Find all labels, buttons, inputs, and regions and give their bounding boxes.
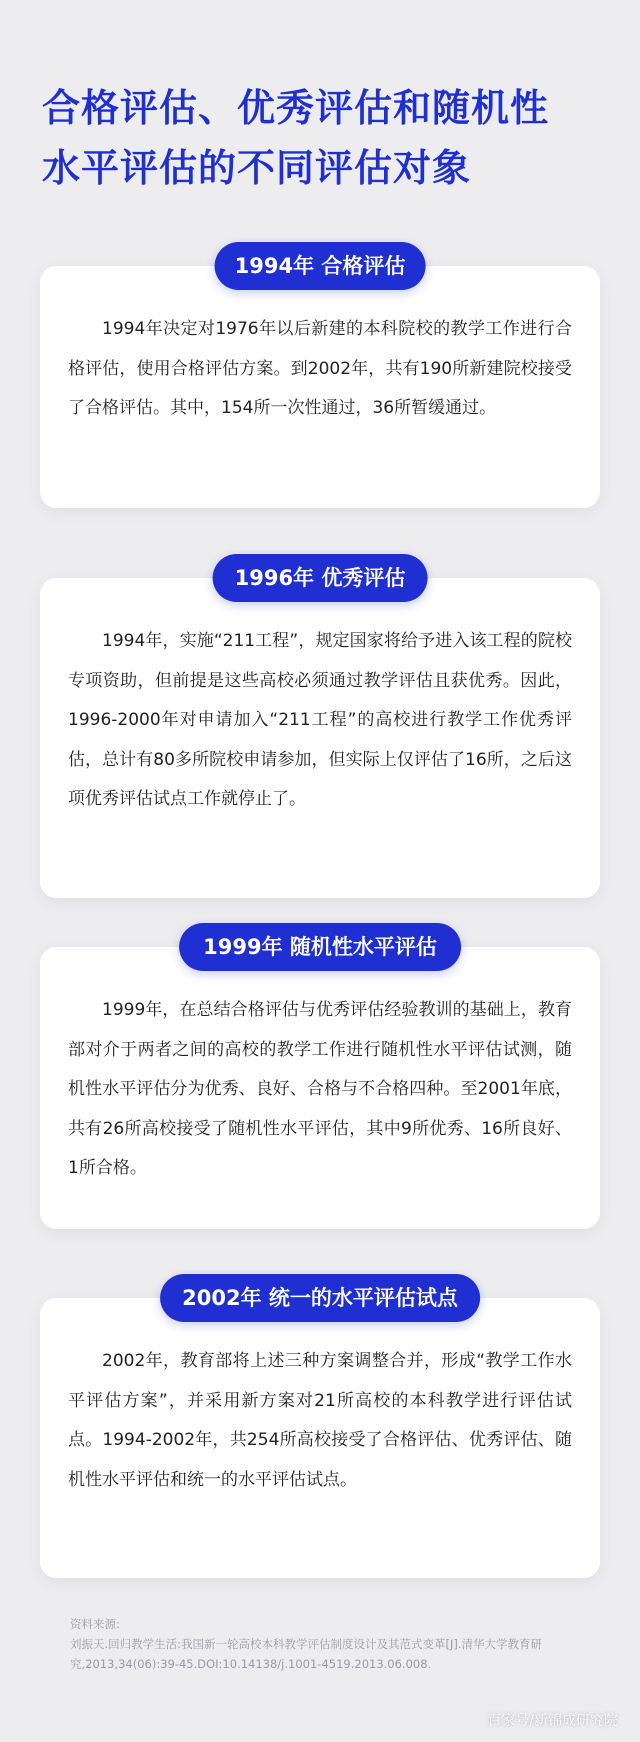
section-body-1999: 1999年，在总结合格评估与优秀评估经验教训的基础上，教育部对介于两者之间的高校的教学工作进行随机性水平评估试测，随机性水平评估分为优秀、良好、合格与不合格四种。至2001年底，共有26所高校接受了随机性水平评估，其中9所优秀、16所良好、1所合格。 xyxy=(68,1000,572,1178)
section-body-1994: 1994年决定对1976年以后新建的本科院校的教学工作进行合格评估，使用合格评估方案。到2002年，共有190所新建院校接受了合格评估。其中，154所一次性通过，36所暂缓通过。 xyxy=(68,319,572,418)
watermark: 百家号/新锦成研究院 xyxy=(487,1713,618,1729)
source-note xyxy=(70,1614,590,1674)
section-heading-1994: 1994年 合格评估 xyxy=(215,242,426,290)
section-heading-1999: 1999年 随机性水平评估 xyxy=(179,923,461,971)
page-title xyxy=(42,78,612,198)
section-card-1996 xyxy=(40,566,600,898)
section-heading-2002: 2002年 统一的水平评估试点 xyxy=(160,1274,480,1322)
section-card-2002 xyxy=(40,1286,600,1578)
page-title-line-2: 水平评估的不同评估对象 xyxy=(42,146,472,190)
section-heading-1996: 1996年 优秀评估 xyxy=(213,554,428,602)
section-card-1999 xyxy=(40,935,600,1229)
section-body-2002: 2002年，教育部将上述三种方案调整合并，形成“教学工作水平评估方案”，并采用新方案对21所高校的本科教学进行评估试点。1994-2002年，共254所高校接受了合格评估、优秀评估、随机性水平评估和统一的水平评估试点。 xyxy=(68,1351,572,1490)
section-card-1994 xyxy=(40,254,600,508)
source-citation: 刘振天.回归教学生活:我国新一轮高校本科教学评估制度设计及其范式变革[J].清华大学教育研究,2013,34(06):39-45.DOI:10.14138/j.1001-4519.2013.06.008. xyxy=(70,1637,543,1671)
page-title-line-1: 合格评估、优秀评估和随机性 xyxy=(42,86,550,130)
source-label: 资料来源: xyxy=(70,1617,120,1631)
section-body-1996: 1994年，实施“211工程”，规定国家将给予进入该工程的院校专项资助，但前提是这些高校必须通过教学评估且获优秀。因此，1996-2000年对申请加入“211工程”的高校进行教学工作优秀评估，总计有80多所院校申请参加，但实际上仅评估了16所，之后这项优秀评估试点工作就停止了。 xyxy=(68,631,572,809)
